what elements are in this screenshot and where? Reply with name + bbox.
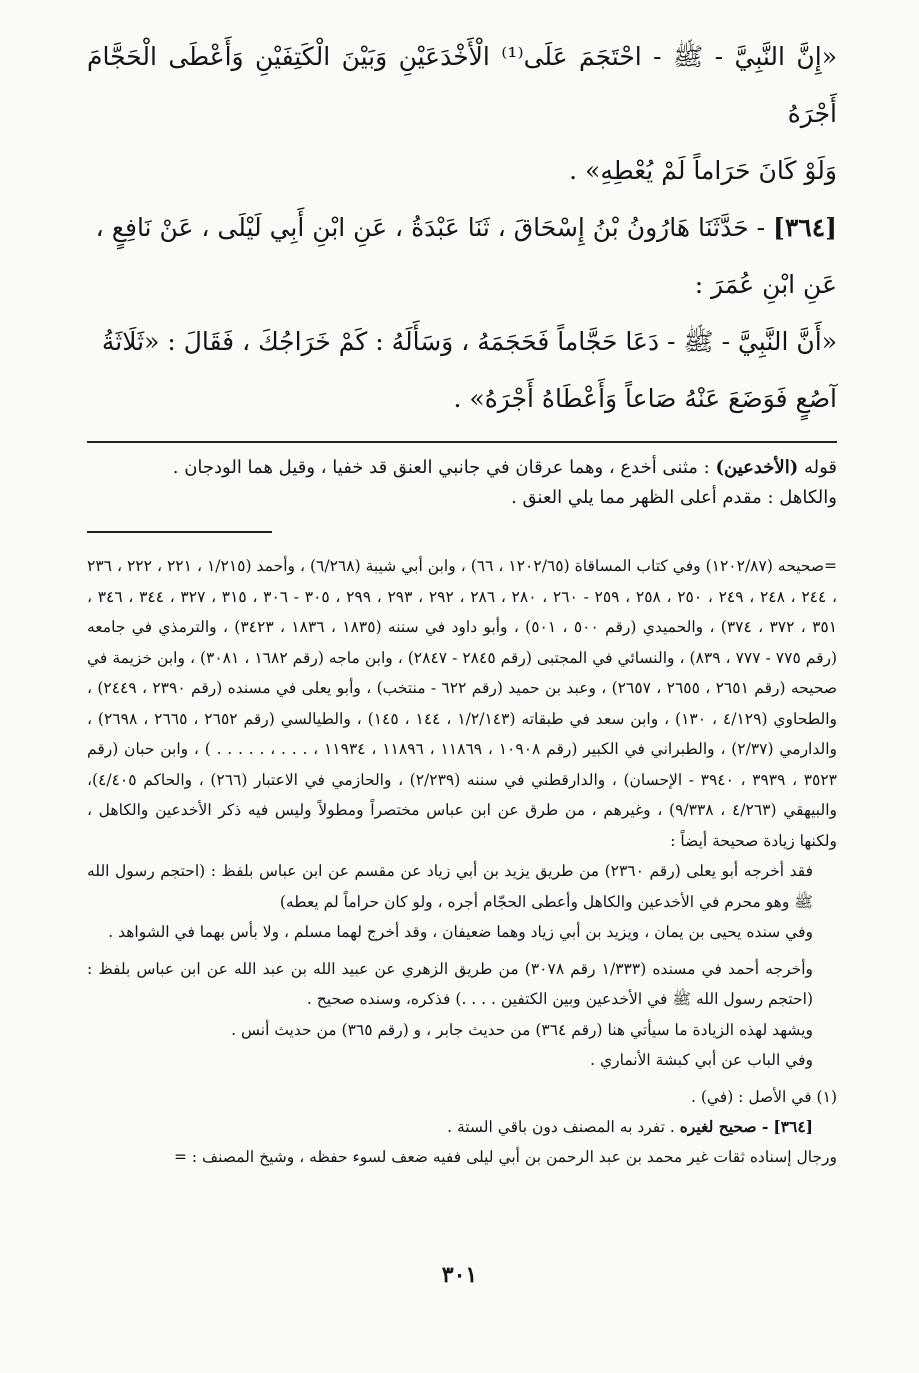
hadith-364-isnad	[87, 199, 837, 256]
notes-divider	[87, 531, 272, 533]
page-content	[87, 28, 837, 1172]
page-number: ٣٠١	[441, 1262, 478, 1288]
notes-paragraph-6: وفي الباب عن أبي كبشة الأنماري .	[590, 1051, 813, 1069]
notes-paragraph-3: وفي سنده يحيى بن يمان ، ويزيد بن أبي زياد وهما ضعيفان ، وقد أخرج لهما مسلم ، ولا بأس بهما في الشواهد .	[108, 923, 813, 941]
footnote-1: (١) في الأصل : (في) .	[690, 1087, 837, 1106]
grade-line-1	[87, 1112, 837, 1142]
notes-paragraph-4: وأخرجه أحمد في مسنده (١/٣٣٣ رقم ٣٠٧٨) من طريق الزهري عن عبيد الله بن عبد الله عن ابن عباس بلفظ : (احتجم رسول الله ﷺ في الأخدعين وبين الكتفين . . . .) فذكره، وسنده صحيح .	[87, 959, 813, 1008]
hadith-364-isnad-text: - حَدَّثَنَا هَارُونُ بْنُ إِسْحَاقَ ، ثَنَا عَبْدَةُ ، عَنِ ابْنِ أَبِي لَيْلَى ، عَنْ نَافِعٍ ،	[95, 213, 766, 242]
notes-paragraph-1: =صحيحه (١٢٠٢/٨٧) وفي كتاب المساقاة (١٢٠٢/٦٥ ، ٦٦) ، وابن أبي شيبة (٦/٢٦٨) ، وأحمد (١/٢١٥ ، ٢٢١ ، ٢٢٢ ، ٢٣٦ ، ٢٤٤ ، ٢٤٨ ، ٢٤٩ ، ٢٥٠ ، ٢٥٨ ، ٢٥٩ - ٢٦٠ ، ٢٨٠ ، ٢٨٦ ، ٢٩٢ ، ٢٩٣ ، ٢٩٩ ، ٣٠٥ - ٣٠٦ ، ٣١٥ ، ٣٢٧ ، ٣٤٤ ، ٣٤٦ ، ٣٥١ ، ٣٧٢ ، ٣٧٤) ، والحميدي (رقم ٥٠٠ ، ٥٠١) ، وأبو داود في سننه (١٨٣٥ ، ١٨٣٦ ، ٣٤٢٣) ، والترمذي في جامعه (رقم ٧٧٥ - ٧٧٧ ، ٨٣٩) ، والنسائي في المجتبى (رقم ٢٨٤٥ - ٢٨٤٧) ، وابن ماجه (رقم ١٦٨٢ ، ٣٠٨١) ، وابن خزيمة في صحيحه (رقم ٢٦٥١ ، ٢٦٥٥ ، ٢٦٥٧) ، وعبد بن حميد (رقم ٦٢٢ - منتخب) ، وأبو يعلى في مسنده (رقم ٢٣٩٠ ، ٢٤٤٩) ، والطحاوي (٤/١٢٩ ، ١٣٠) ، وابن سعد في طبقاته (١/٢/١٤٣ ، ١٤٤ ، ١٤٥) ، والطيالسي (رقم ٢٦٥٢ ، ٢٦٦٥ ، ٢٦٩٨) ، والدارمي (٢/٣٧) ، والطبراني في الكبير (رقم ١٠٩٠٨ ، ١١٨٦٩ ، ١١٨٩٦ ، ١١٩٣٤ ، . . . ، . . . . . ) ، وابن حبان (رقم ٣٥٢٣ ، ٣٩٣٩ ، ٣٩٤٠ - الإحسان) ، والدارقطني في سننه (٢/٢٣٩) ، والحازمي في الاعتبار (٢٦٦) ، والحاكم ٤/٤٠٥)، والبيهقي (٤/٢٦٣ ، ٩/٣٣٨) ، وغيرهم ، من طرق عن ابن عباس مختصراً ومطولاً وليس فيه ذكر الأخدعين والكاهل ، ولكنها زيادة صحيحة أيضاً :	[87, 557, 838, 850]
gloss-lead: قوله	[803, 457, 837, 478]
grade-label: - صحيح لغيره	[679, 1116, 769, 1136]
hadith-364-number: [٣٦٤]	[773, 213, 837, 242]
gloss-term: (الأخدعين)	[715, 457, 799, 478]
footnotes	[87, 1082, 837, 1172]
gloss-definition: : مثنى أخدع ، وهما عرقان في جانبي العنق قد خفيا ، وقيل هما الودجان .	[172, 457, 710, 478]
hadith-364-isnad-2: عَنِ ابْنِ عُمَرَ :	[694, 270, 837, 299]
grade-line-2: ورجال إسناده ثقات غير محمد بن عبد الرحمن بن أبي ليلى ففيه ضعف لسوء حفظه ، وشيخ المصنف : =	[173, 1147, 837, 1166]
section-divider	[87, 441, 837, 443]
glossary	[87, 453, 837, 513]
hadith-364-matn-2: آصُعٍ فَوَضَعَ عَنْهُ صَاعاً وَأَعْطَاهُ أَجْرَهُ» .	[453, 384, 837, 413]
hadith-363-line-2: وَلَوْ كَانَ حَرَاماً لَمْ يُعْطِهِ» .	[569, 156, 837, 185]
notes-paragraph-2: فقد أخرجه أبو يعلى (رقم ٢٣٦٠) من طريق يزيد بن أبي زياد عن مقسم عن ابن عباس بلفظ : (احتجم رسول الله ﷺ وهو محرم في الأخدعين والكاهل وأعطى الحجّام أجره ، ولو كان حراماً لم يعطه)	[87, 862, 813, 911]
main-text	[87, 28, 837, 427]
hadith-364-matn-1: «أَنَّ النَّبِيَّ - ﷺ - دَعَا حَجَّاماً فَحَجَمَهُ ، وَسَأَلَهُ : كَمْ خَرَاجُكَ ، فَقَالَ : «ثَلَاثَةُ	[101, 327, 837, 356]
takhrij-notes	[87, 551, 837, 1076]
gloss-line-2: والكاهل : مقدم أعلى الظهر مما يلي العنق .	[511, 487, 837, 508]
grade-number: [٣٦٤]	[773, 1116, 813, 1136]
notes-paragraph-5: ويشهد لهذه الزيادة ما سيأتي هنا (رقم ٣٦٤) من حديث جابر ، و (رقم ٣٦٥) من حديث أنس .	[231, 1020, 813, 1039]
gloss-line-1	[87, 453, 837, 483]
hadith-363-line-1: «إِنَّ النَّبِيَّ - ﷺ - احْتَجَمَ عَلَى⁽¹⁾ الْأَخْدَعَيْنِ وَبَيْنَ الْكَتِفَيْنِ وَأَعْطَى الْحَجَّامَ أَجْرَهُ	[87, 42, 837, 128]
grade-rest: . تفرد به المصنف دون باقي الستة .	[447, 1117, 675, 1136]
